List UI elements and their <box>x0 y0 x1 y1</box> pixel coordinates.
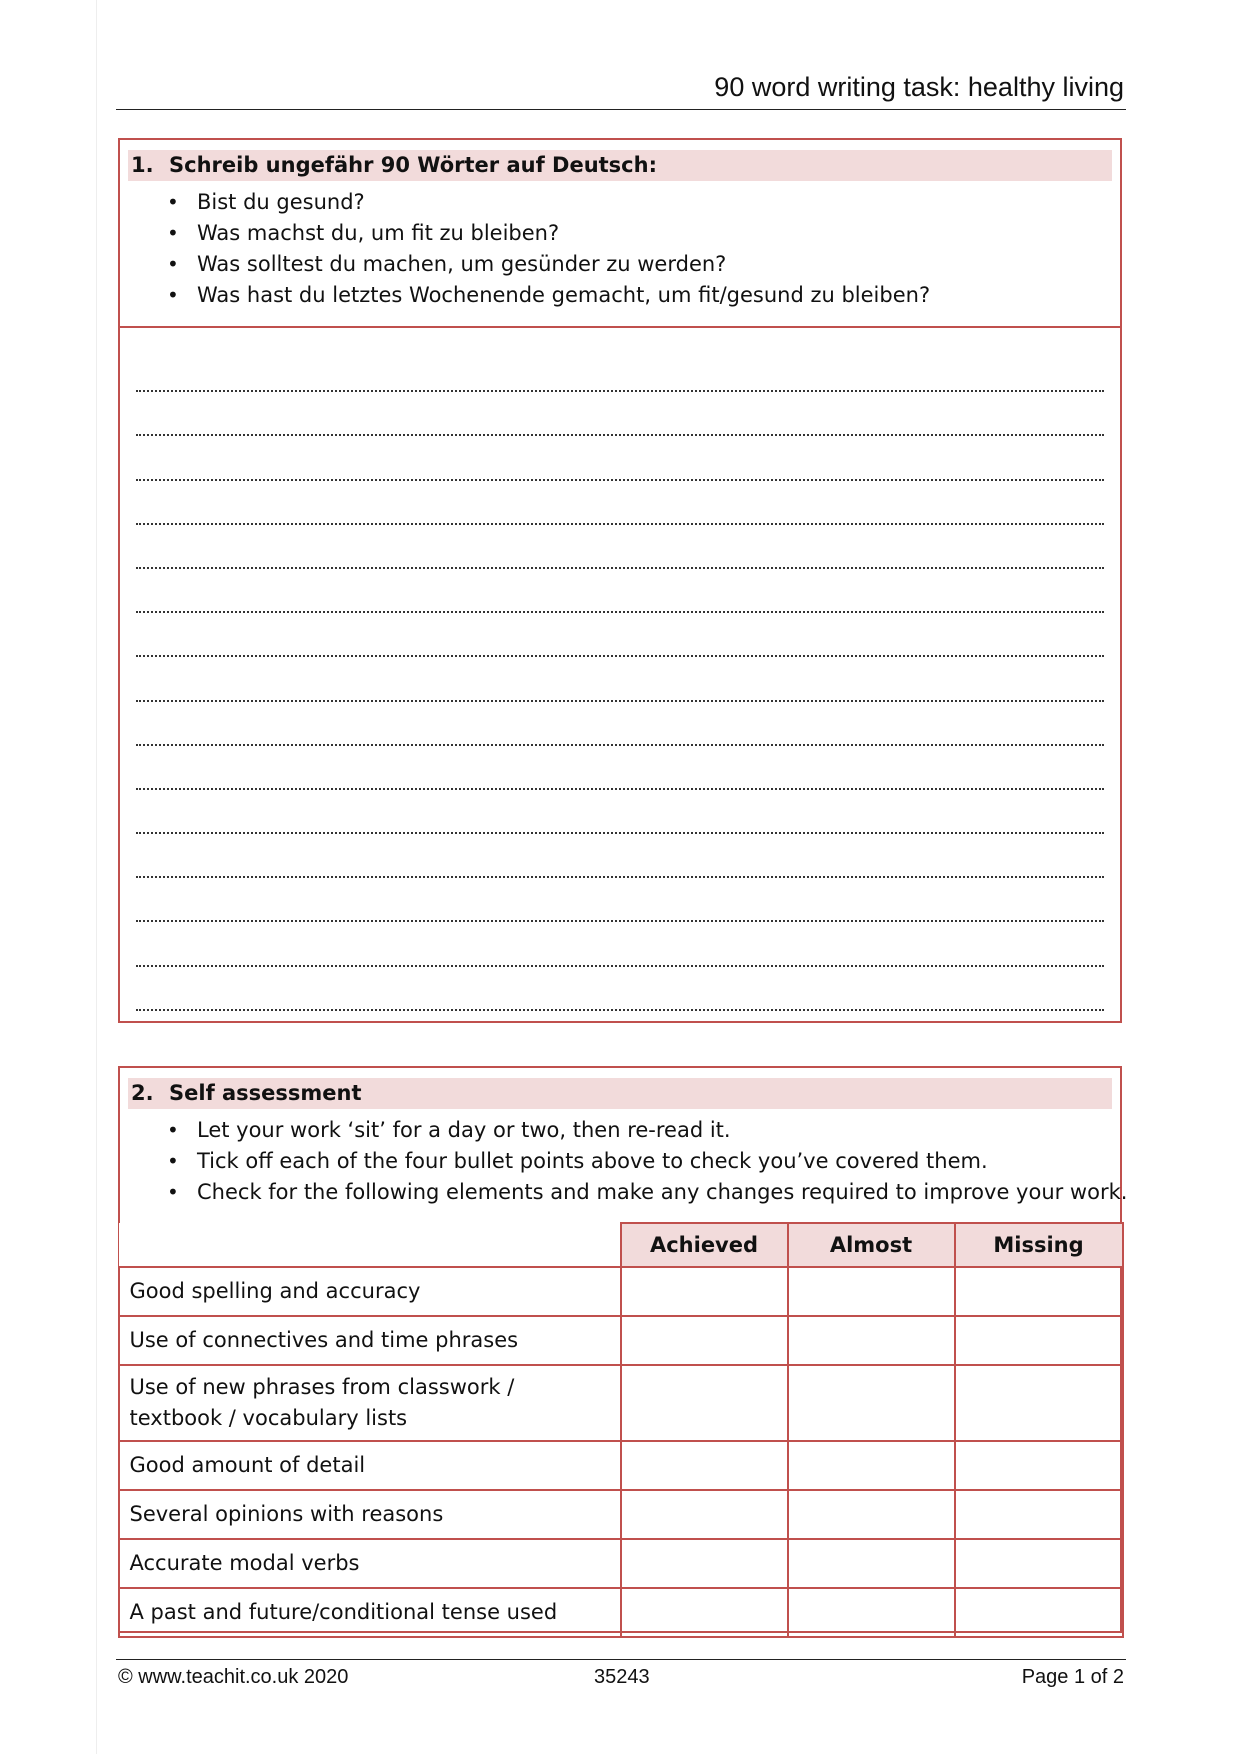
achieved-checkbox-cell[interactable] <box>621 1490 788 1539</box>
dotted-rule <box>136 434 1104 436</box>
writing-line[interactable] <box>136 981 1104 1025</box>
missing-checkbox-cell[interactable] <box>955 1267 1123 1316</box>
criterion-label: Use of connectives and time phrases <box>119 1316 621 1365</box>
criterion-label: Good amount of detail <box>119 1441 621 1490</box>
dotted-rule <box>136 390 1104 392</box>
writing-line[interactable] <box>136 362 1104 406</box>
task2-bullet: • Check for the following elements and make any changes required to improve your work. <box>120 1177 1120 1208</box>
achieved-checkbox-cell[interactable] <box>621 1316 788 1365</box>
task2-box <box>118 1066 1128 1633</box>
criterion-label: Use of new phrases from classwork / textbook / vocabulary lists <box>119 1365 621 1441</box>
achieved-checkbox-cell[interactable] <box>621 1365 788 1441</box>
header-divider <box>116 109 1126 110</box>
task2-number: 2. <box>131 1081 154 1105</box>
missing-checkbox-cell[interactable] <box>955 1539 1123 1588</box>
writing-line[interactable] <box>136 627 1104 671</box>
task1-heading <box>128 150 1112 181</box>
task1-number: 1. <box>131 153 154 177</box>
task1-heading-text: Schreib ungefähr 90 Wörter auf Deutsch: <box>169 153 657 177</box>
footer-copyright: © www.teachit.co.uk 2020 <box>118 1666 349 1688</box>
dotted-rule <box>136 832 1104 834</box>
dotted-rule <box>136 876 1104 878</box>
task1-box <box>118 138 1122 1023</box>
footer-page-number: Page 1 of 2 <box>1021 1666 1124 1688</box>
dotted-rule <box>136 479 1104 481</box>
achieved-checkbox-cell[interactable] <box>621 1267 788 1316</box>
writing-line[interactable] <box>136 760 1104 804</box>
criterion-label: A past and future/conditional tense used <box>119 1588 621 1637</box>
task1-bullet: • Was machst du, um fit zu bleiben? <box>120 218 1120 249</box>
table-row <box>119 1267 1123 1316</box>
footer-resource-code: 35243 <box>594 1666 650 1688</box>
achieved-checkbox-cell[interactable] <box>621 1539 788 1588</box>
criterion-label: Accurate modal verbs <box>119 1539 621 1588</box>
almost-checkbox-cell[interactable] <box>788 1588 955 1637</box>
table-row <box>119 1490 1123 1539</box>
dotted-rule <box>136 523 1104 525</box>
writing-line[interactable] <box>136 892 1104 936</box>
column-header-almost: Almost <box>788 1223 955 1267</box>
writing-line[interactable] <box>136 495 1104 539</box>
missing-checkbox-cell[interactable] <box>955 1490 1123 1539</box>
dotted-rule <box>136 965 1104 967</box>
missing-checkbox-cell[interactable] <box>955 1365 1123 1441</box>
task2-bullet-list <box>120 1115 1128 1208</box>
almost-checkbox-cell[interactable] <box>788 1441 955 1490</box>
criterion-label: Good spelling and accuracy <box>119 1267 621 1316</box>
task1-bullet: • Was hast du letztes Wochenende gemacht, um fit/gesund zu bleiben? <box>120 280 1120 311</box>
dotted-rule <box>136 655 1104 657</box>
page-edge <box>96 0 97 1754</box>
table-row <box>119 1441 1123 1490</box>
task2-heading-text: Self assessment <box>169 1081 362 1105</box>
writing-line[interactable] <box>136 716 1104 760</box>
footer-divider <box>116 1659 1126 1660</box>
task1-bullet: • Bist du gesund? <box>120 187 1120 218</box>
assessment-header-row <box>119 1223 1123 1267</box>
writing-line[interactable] <box>136 671 1104 715</box>
almost-checkbox-cell[interactable] <box>788 1267 955 1316</box>
dotted-rule <box>136 700 1104 702</box>
writing-line[interactable] <box>136 848 1104 892</box>
almost-checkbox-cell[interactable] <box>788 1490 955 1539</box>
table-row <box>119 1539 1123 1588</box>
writing-line[interactable] <box>136 406 1104 450</box>
task2-bullet: • Tick off each of the four bullet points above to check you’ve covered them. <box>120 1146 1120 1177</box>
table-row <box>119 1365 1123 1441</box>
dotted-rule <box>136 1009 1104 1011</box>
dotted-rule <box>136 920 1104 922</box>
task2-bullet: • Let your work ‘sit’ for a day or two, then re-read it. <box>120 1115 1120 1146</box>
column-header-achieved: Achieved <box>621 1223 788 1267</box>
document-title: 90 word writing task: healthy living <box>714 72 1124 102</box>
missing-checkbox-cell[interactable] <box>955 1588 1123 1637</box>
almost-checkbox-cell[interactable] <box>788 1365 955 1441</box>
criterion-label: Several opinions with reasons <box>119 1490 621 1539</box>
writing-line[interactable] <box>136 450 1104 494</box>
achieved-checkbox-cell[interactable] <box>621 1588 788 1637</box>
column-header-missing: Missing <box>955 1223 1123 1267</box>
missing-checkbox-cell[interactable] <box>955 1316 1123 1365</box>
table-row <box>119 1588 1123 1637</box>
writing-line[interactable] <box>136 539 1104 583</box>
task1-bullet-list <box>120 187 1120 311</box>
writing-line[interactable] <box>136 583 1104 627</box>
task1-divider <box>120 326 1120 328</box>
assessment-table <box>118 1222 1124 1638</box>
header-blank-cell <box>119 1223 621 1267</box>
dotted-rule <box>136 744 1104 746</box>
writing-line[interactable] <box>136 804 1104 848</box>
table-row <box>119 1316 1123 1365</box>
task2-heading <box>128 1078 1112 1109</box>
dotted-rule <box>136 611 1104 613</box>
almost-checkbox-cell[interactable] <box>788 1539 955 1588</box>
missing-checkbox-cell[interactable] <box>955 1441 1123 1490</box>
achieved-checkbox-cell[interactable] <box>621 1441 788 1490</box>
task1-bullet: • Was solltest du machen, um gesünder zu werden? <box>120 249 1120 280</box>
writing-area[interactable] <box>136 362 1104 1025</box>
dotted-rule <box>136 788 1104 790</box>
writing-line[interactable] <box>136 936 1104 980</box>
dotted-rule <box>136 567 1104 569</box>
almost-checkbox-cell[interactable] <box>788 1316 955 1365</box>
